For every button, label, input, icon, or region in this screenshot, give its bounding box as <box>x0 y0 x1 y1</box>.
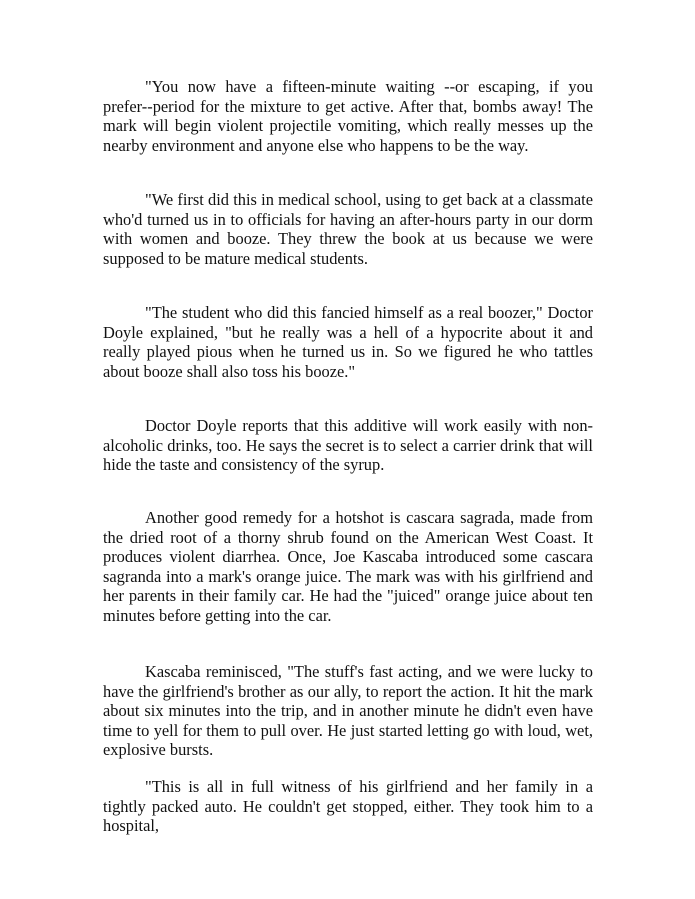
paragraph-2: "We first did this in medical school, using to get back at a classmate who'd turned us in to officials for having an after-hours party in our dorm with women and booze. They threw the book at us because we were supposed to be mature medical students. <box>103 190 593 268</box>
paragraph-3: "The student who did this fancied himself as a real boozer," Doctor Doyle explained, "but he really was a hell of a hypocrite about it and really played pious when he turned us in. So we figured he who tattles about booze shall also toss his booze." <box>103 303 593 381</box>
paragraph-6: Kascaba reminisced, "The stuff's fast acting, and we were lucky to have the girlfriend's brother as our ally, to report the action. It hit the mark about six minutes into the trip, and in another minute he didn't even have time to yell for them to pull over. He just started letting go with loud, wet, explosive bursts. <box>103 662 593 760</box>
paragraph-7: "This is all in full witness of his girlfriend and her family in a tightly packed auto. He couldn't get stopped, either. They took him to a hospital, <box>103 777 593 836</box>
paragraph-5: Another good remedy for a hotshot is cascara sagrada, made from the dried root of a thorny shrub found on the American West Coast. It produces violent diarrhea. Once, Joe Kascaba introduced some cascara sagranda into a mark's orange juice. The mark was with his girlfriend and her parents in their family car. He had the "juiced" orange juice about ten minutes before getting into the car. <box>103 508 593 625</box>
paragraph-1: "You now have a fifteen-minute waiting --or escaping, if you prefer--period for the mixture to get active. After that, bombs away! The mark will begin violent projectile vomiting, which really messes up the nearby environment and anyone else who happens to be the way. <box>103 77 593 155</box>
paragraph-4: Doctor Doyle reports that this additive will work easily with non-alcoholic drinks, too. He says the secret is to select a carrier drink that will hide the taste and consistency of the syrup. <box>103 416 593 475</box>
